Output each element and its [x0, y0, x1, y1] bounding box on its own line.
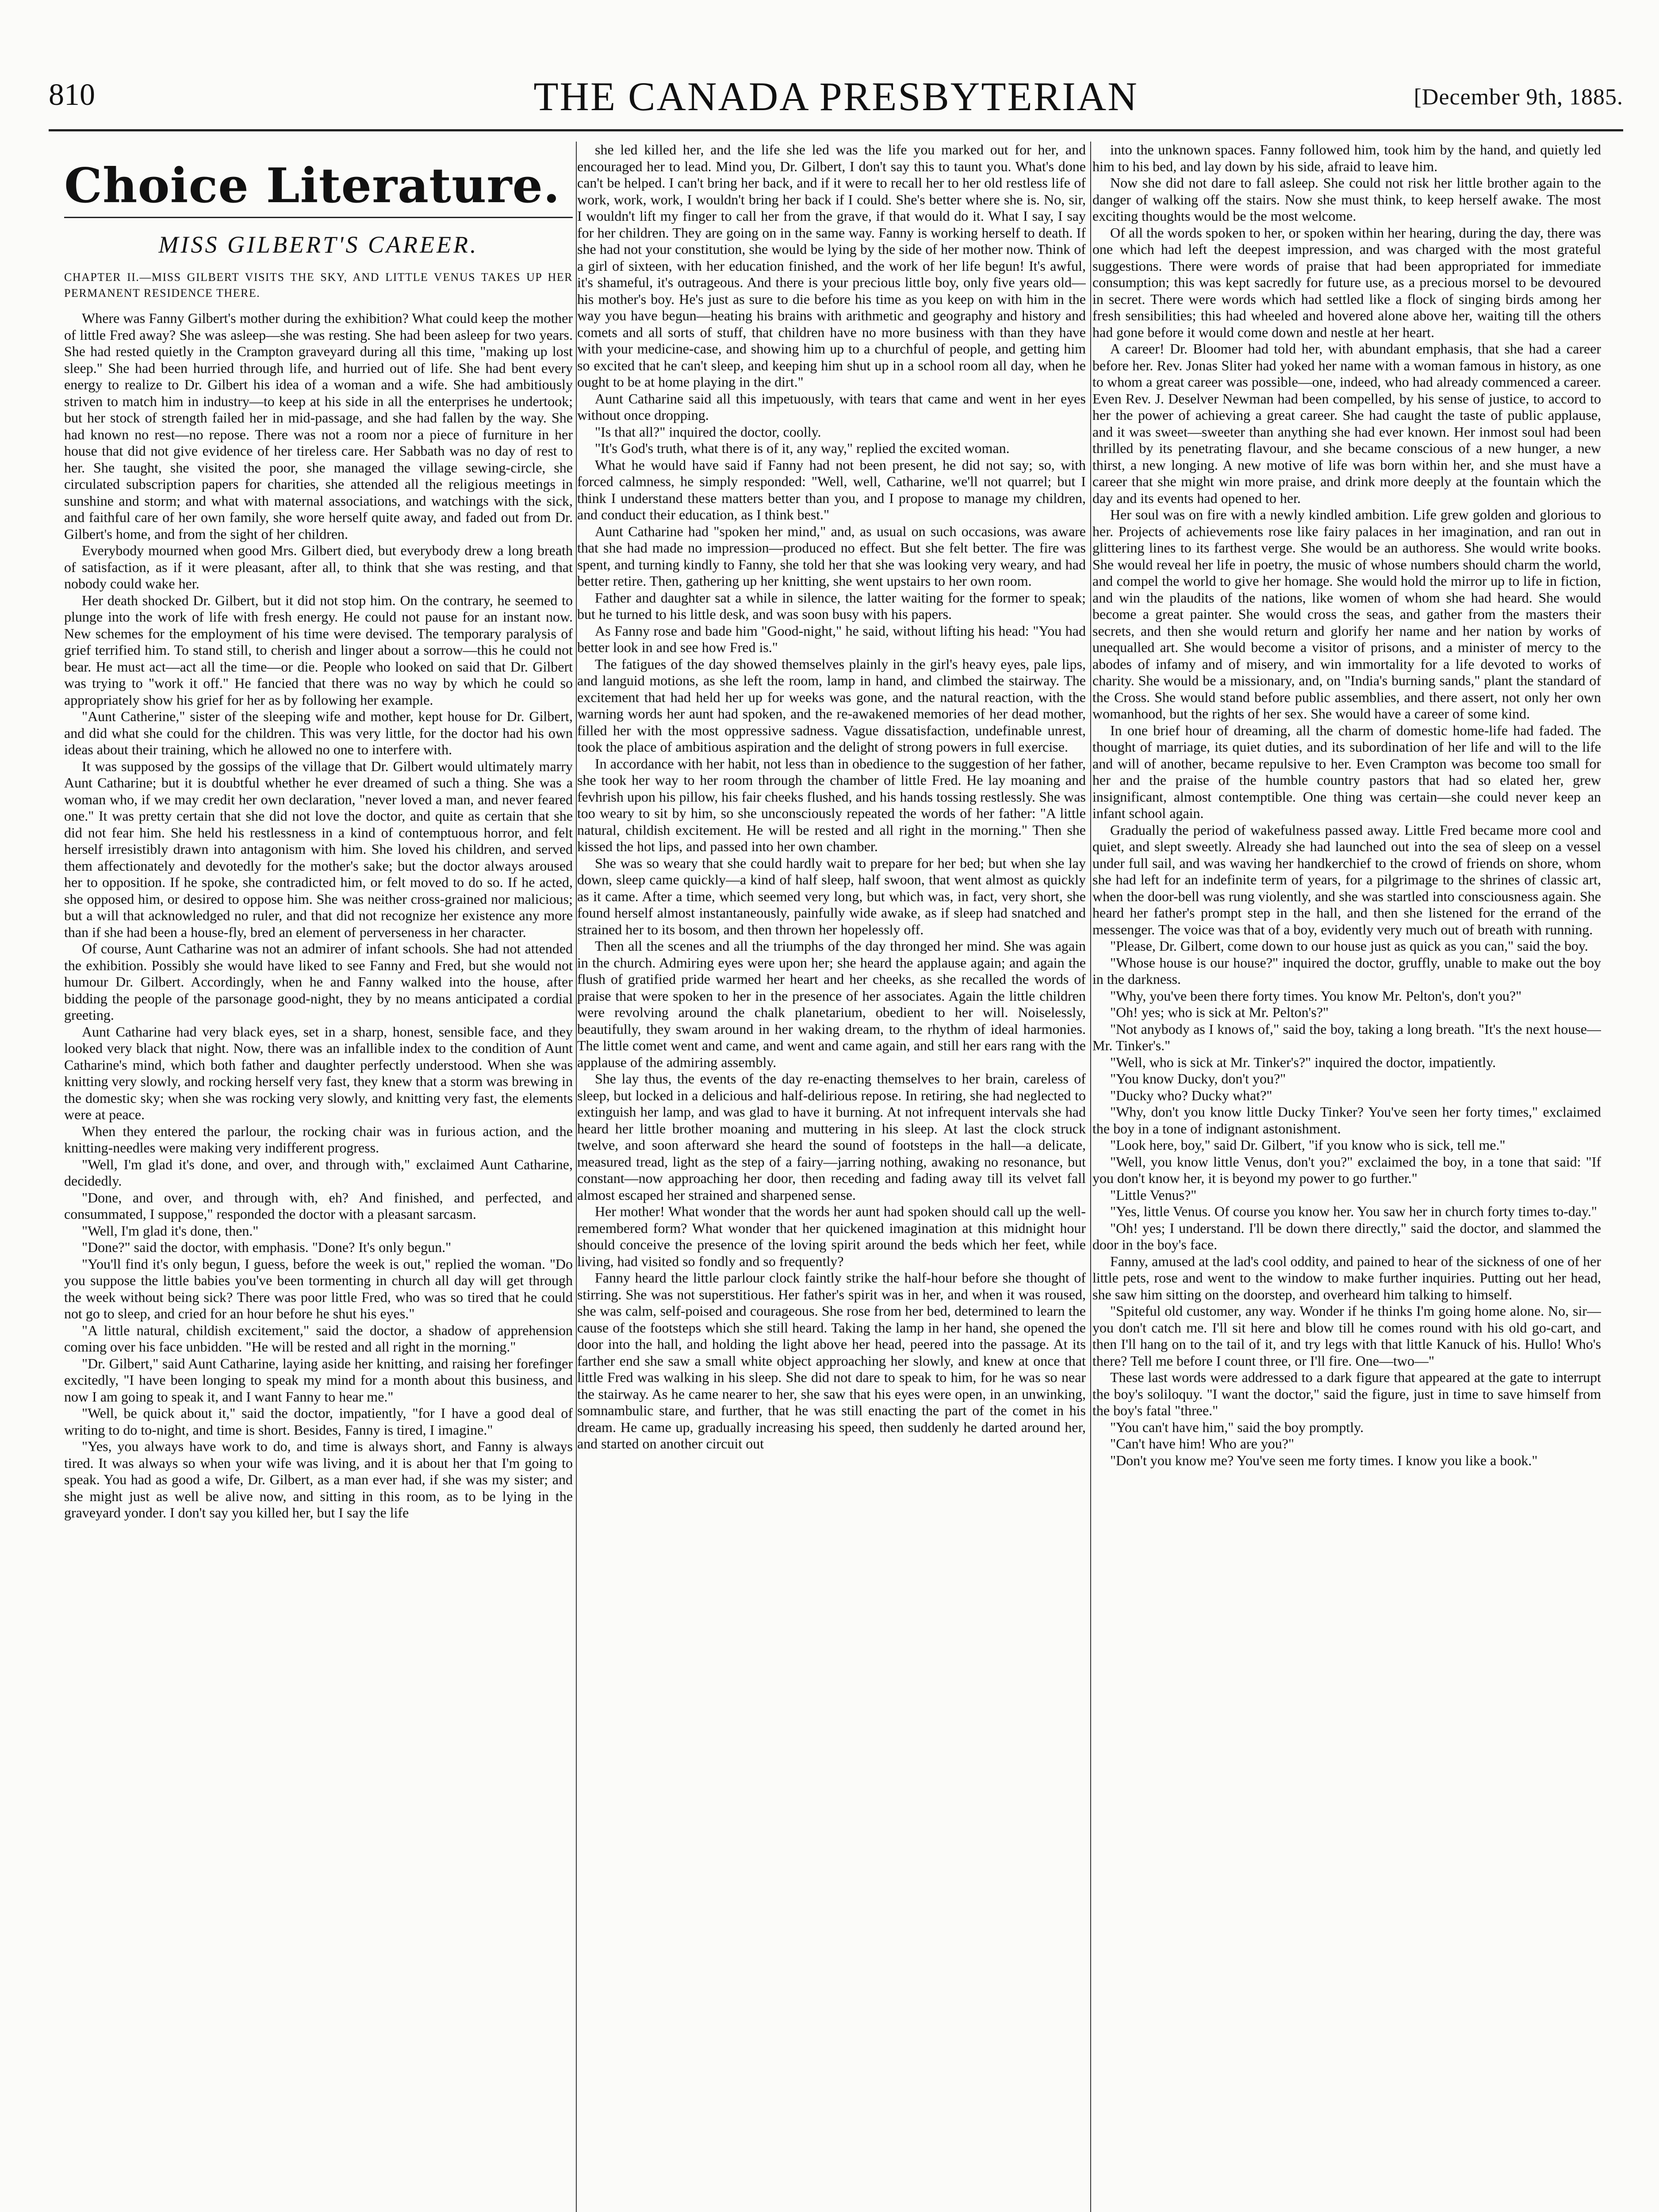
section-rule [64, 217, 573, 218]
paragraph: Aunt Catharine had very black eyes, set in a sharp, honest, sensible face, and they looked very black that night. Now, there was an infallible index to the condition of Aunt Catharine's mind, which both father and daughter perfectly understood. When she was knitting very slowly, and rocking herself very fast, they knew that a storm was brewing in the domestic sky; when she was rocking very slowly, and knitting very fast, the elements were at peace. [64, 1023, 573, 1122]
paragraph: "Well, I'm glad it's done, then." [82, 1222, 259, 1239]
paragraph: She lay thus, the events of the day re-enacting themselves to her brain, careless of sleep, but locked in a delicious and half-delirious repose. In retiring, she had neglected to extinguish her lamp, and was glad to have it burning. At not infrequent intervals she had heard her little brother moaning and muttering in his sleep. At last the clock struck twelve, and soon afterward she heard the sound of footsteps in the hall—a delicate, measured tread, light as the step of a fairy—jarring nothing, awaking no resonance, but constant—now approaching her door, then receding and fading away till its velvet fall almost escaped her strained and sharpened sense. [577, 1071, 1086, 1203]
paragraph: "Ducky who? Ducky what?" [1110, 1087, 1272, 1103]
column-3 [1092, 142, 1601, 2212]
paragraph: she led killed her, and the life she led was the life you marked out for her, and encouraged her to lead. Mind you, Dr. Gilbert, I don't say this to taunt you. What's done can't be helped. I can't bring her back, and if it were to recall her to her old restless life of work, work, work, I wouldn't bring her back if I could. She's better where she is. No, sir, I wouldn't lift my finger to call her from the grave, if that would do it. What I say, I say for her children. They are going on in the same way. Fanny is working herself to death. If she had not your constitution, she would be lying by the side of her mother now. Think of a girl of sixteen, with her education finished, and the work of her life begun! It's awful, it's shameful, it's outrageous. And there is your precious little boy, only five years old—his mother's boy. He's just as sure to die before his time as you keep on with him in the way you have begun—heating his brains with arithmetic and geography and history and comets and all sorts of stuff, that children have no more business with than they have with your medicine-case, and showing him up to a churchful of people, and getting him so excited that he can't sleep, and keeping him shut up in a school room all day, when he ought to be at home playing in the dirt." [577, 142, 1086, 390]
paragraph: Everybody mourned when good Mrs. Gilbert died, but everybody drew a long breath of satisfaction, as if it were pleasant, after all, to think that she was resting, and that nobody could wake her. [64, 542, 573, 591]
paragraph: "You'll find it's only begun, I guess, before the week is out," replied the woman. "Do you suppose the little babies you've been tormenting in church all day will get through the week without being sick? There was poor little Fred, who was so tired that he could not go to sleep, and cried for an hour before he shut his eyes." [64, 1256, 573, 1321]
paragraph: Of all the words spoken to her, or spoken within her hearing, during the day, there was one which had left the deepest impression, and was charged with the most grateful suggestions. There were words of praise that had been appropriated for immediate consumption; this was kept sacredly for future use, as a precious morsel to be devoured in secret. There were words which had settled like a flock of singing birds among her fresh sensibilities; this had wheeled and hovered alone above her, waiting till the others had gone before it would come down and nestle at her heart. [1092, 224, 1601, 340]
paragraph: In accordance with her habit, not less than in obedience to the suggestion of her father, she took her way to her room through the chamber of little Fred. He lay moaning and fevhrish upon his pillow, his fair cheeks flushed, and his hands tossing restlessly. She was too weary to sit by him, so she unconsciously repeated the words of her father: "A little natural, childish excitement. He will be rested and all right in the morning." Then she kissed the hot lips, and passed into her own chamber. [577, 755, 1086, 854]
paragraph: It was supposed by the gossips of the village that Dr. Gilbert would ultimately marry Aunt Catharine; but it is doubtful whether he ever dreamed of such a thing. She was a woman who, if we may credit her own declaration, "never loved a man, and never feared one." It was pretty certain that she did not love the doctor, and quite as certain that she did not fear him. She held his restlessness in a kind of contemptuous horror, and felt herself irresistibly drawn into antagonism with him. She loved his children, and served them affectionately and devotedly for the mother's sake; but the doctor always aroused her to opposition. If he spoke, she contradicted him, or felt moved to do so. If he acted, she opposed him, or desired to oppose him. She was neither cross-grained nor malicious; but a will that acknowledged no ruler, and that did not recognize her existence any more than if she had been a house-fly, bred an element of perverseness in her character. [64, 758, 573, 940]
paragraph: "Aunt Catherine," sister of the sleeping wife and mother, kept house for Dr. Gilbert, and did what she could for the children. This was very little, for the doctor had his own ideas about their training, which he allowed no one to interfere with. [64, 708, 573, 757]
paragraph: "It's God's truth, what there is of it, any way," replied the excited woman. [595, 440, 1010, 456]
column-2-text [577, 142, 1086, 1452]
paragraph: "Can't have him! Who are you?" [1110, 1436, 1295, 1452]
paragraph: "Dr. Gilbert," said Aunt Catharine, laying aside her knitting, and raising her forefinger excitedly, "I have been longing to speak my mind for a month about this business, and now I am going to speak it, and I want Fanny to hear me." [64, 1355, 573, 1405]
paragraph: "Well, be quick about it," said the doctor, impatiently, "for I have a good deal of writing to do to-night, and time is short. Besides, Fanny is tired, I imagine." [64, 1405, 573, 1438]
paragraph: "Yes, little Venus. Of course you know her. You saw her in church forty times to-day." [1110, 1203, 1597, 1219]
paragraph: She was so weary that she could hardly wait to prepare for her bed; but when she lay down, sleep came quickly—a kind of half sleep, half swoon, that went almost as quickly as it came. After a time, which seemed very long, but which was, in fact, very short, she found herself almost instantaneously, painfully wide awake, as if sleep had snatched and strained her to its bosom, and then thrown her hopelessly off. [577, 855, 1086, 937]
paragraph: What he would have said if Fanny had not been present, he did not say; so, with forced calmness, he simply responded: "Well, well, Catharine, we'll not quarrel; but I think I understand these matters better than you, and I propose to manage my children, and conduct their education, as I think best." [577, 457, 1086, 522]
column-1 [64, 142, 573, 2212]
paragraph: When they entered the parlour, the rocking chair was in furious action, and the knitting-needles were making very indifferent progress. [64, 1123, 573, 1156]
paragraph: "A little natural, childish excitement," said the doctor, a shadow of apprehension coming over his face unbidden. "He will be rested and all right in the morning." [64, 1322, 573, 1355]
paragraph: In one brief hour of dreaming, all the charm of domestic home-life had faded. The thought of marriage, its quiet duties, and its subordination of her life and will to the life and will of another, became repulsive to her. Even Crampton was become too small for her and the praise of the humble country pastors that had so elated her, grew insignificant, almost contemptible. One thing was certain—she could never keep an infant school again. [1092, 722, 1601, 821]
paragraph: As Fanny rose and bade him "Good-night," he said, without lifting his head: "You had better look in and see how Fred is." [577, 622, 1086, 655]
paragraph: "Don't you know me? You've seen me forty times. I know you like a book." [1110, 1452, 1538, 1468]
paragraph: Father and daughter sat a while in silence, the latter waiting for the former to speak; but he turned to his little desk, and was soon busy with his papers. [577, 589, 1086, 622]
header-rule [49, 129, 1623, 131]
paragraph: Where was Fanny Gilbert's mother during the exhibition? What could keep the mother of little Fred away? She was asleep—she was resting. She had been asleep for two years. She had rested quietly in the Crampton graveyard during all this time, "making up lost sleep." She had been hurried through life, and hurried out of life. She had bent every energy to realize to Dr. Gilbert his idea of a woman and a wife. She had ambitiously striven to match him in industry—to keep at his side in all the enterprises he undertook; but her stock of strength failed her in mid-passage, and she had fallen by the way. She had known no rest—no repose. There was not a room nor a piece of furniture in her house that did not give evidence of her tireless care. Her Sabbath was no day of rest to her. She taught, she visited the poor, she managed the village sewing-circle, she circulated subscription papers for charities, she attended all the religious meetings in sunshine and storm; and what with maternal associations, and watchings with the sick, and faithful care of her own family, she wore herself quite away, and faded out from Dr. Gilbert's home, and from the sight of her children. [64, 310, 573, 542]
paragraph: Now she did not dare to fall asleep. She could not risk her little brother again to the danger of walking off the stairs. Now she must think, to keep herself awake. The most exciting thoughts would be the most welcome. [1092, 175, 1601, 224]
paragraph: "Spiteful old customer, any way. Wonder if he thinks I'm going home alone. No, sir—you don't catch me. I'll sit here and blow till he comes round with his old go-cart, and then I'll hang on to the tail of it, and try legs with that little Kanuck of his. Hullo! Who's there? Tell me before I count three, or I'll fire. One—two—" [1092, 1303, 1601, 1369]
paragraph: "Well, you know little Venus, don't you?" exclaimed the boy, in a tone that said: "If you don't know her, it is beyond my power to go further." [1092, 1153, 1601, 1186]
paragraph: These last words were addressed to a dark figure that appeared at the gate to interrupt the boy's soliloquy. "I want the doctor," said the figure, just in time to save himself from the boy's fatal "three." [1092, 1369, 1601, 1418]
newspaper-title: THE CANADA PRESBYTERIAN [533, 74, 1138, 119]
paragraph: Then all the scenes and all the triumphs of the day thronged her mind. She was again in the church. Admiring eyes were upon her; she heard the applause again; and again the flush of gratified pride warmed her heart and her cheeks, as she recalled the words of praise that were spoken to her in the presence of her associates. Again the little children were revolving around the chalk planetarium, obedient to her will. Noiselessly, beautifully, they swam around in her waking dream, to the rhythm of ideal harmonies. The little comet went and came, and went and came again, and still her ears rang with the applause of the admiring assembly. [577, 938, 1086, 1070]
paragraph: "Oh! yes; who is sick at Mr. Pelton's?" [1110, 1004, 1329, 1020]
section-title: Choice Literature. [64, 158, 560, 214]
column-rule [576, 142, 577, 2212]
paragraph: Her mother! What wonder that the words her aunt had spoken should call up the well-remembered form? What wonder that her quickened imagination at this midnight hour should conceive the presence of the loving spirit around the beds which her feet, while living, had visited so fondly and so frequently? [577, 1203, 1086, 1269]
page-number: 810 [49, 78, 95, 112]
paragraph: "Oh! yes; I understand. I'll be down there directly," said the doctor, and slammed the door in the boy's face. [1092, 1220, 1601, 1252]
paragraph: Fanny, amused at the lad's cool oddity, and pained to hear of the sickness of one of her little pets, rose and went to the window to make further inquiries. Putting out her head, she saw him sitting on the doorstep, and overheard him talking to himself. [1092, 1253, 1601, 1302]
paragraph: Fanny heard the little parlour clock faintly strike the half-hour before she thought of stirring. She was not superstitious. Her father's spirit was in her, and when it was roused, she was calm, self-poised and courageous. She rose from her bed, determined to learn the cause of the footsteps which she still heard. Taking the lamp in her hand, she opened the door into the hall, and holding the light above her head, peered into the passage. At its farther end she saw a small white object approaching her slowly, and knew at once that little Fred was walking in his sleep. She did not dare to speak to him, for he was so near the stairway. As he came nearer to her, she saw that his eyes were open, in an unwinking, somnambulic stare, and further, that he was still enacting the part of the comet in his dream. He came up, gradually increasing his speed, then suddenly he darted around her, and started on another circuit out [577, 1270, 1086, 1452]
paragraph: "Why, don't you know little Ducky Tinker? You've seen her forty times," exclaimed the boy in a tone of indignant astonishment. [1092, 1104, 1601, 1137]
paragraph: "Is that all?" inquired the doctor, coolly. [595, 423, 821, 440]
paragraph: "Done, and over, and through with, eh? And finished, and perfected, and consummated, I suppose," responded the doctor with a pleasant sarcasm. [64, 1189, 573, 1222]
paragraph: Gradually the period of wakefulness passed away. Little Fred became more cool and quiet, and slept sweetly. Already she had launched out into the sea of sleep on a vessel under full sail, and was waving her handkerchief to the crowd of friends on shore, whom she had left for an indefinite term of years, for a pilgrimage to the shrines of classic art, when the door-bell was rung violently, and she was startled into consciousness again. She heard her father's prompt step in the hall, and then she listened for the errand of the messenger. The voice was that of a boy, evidently very much out of breath with running. [1092, 822, 1601, 937]
paragraph: The fatigues of the day showed themselves plainly in the girl's heavy eyes, pale lips, and languid motions, as she left the room, lamp in hand, and climbed the stairway. The excitement that had held her up for weeks was gone, and the natural reaction, with the warning words her aunt had spoken, and the re-awakened memories of her dead mother, filled her with the most oppressive sadness. Vague dissatisfaction, undefinable unrest, took the place of ambitious aspiration and the delight of strong powers in full exercise. [577, 656, 1086, 755]
masthead [49, 73, 1623, 122]
paragraph: "Yes, you always have work to do, and time is always short, and Fanny is always tired. It was always so when your wife was living, and it is about her that I'm going to speak. You had as good a wife, Dr. Gilbert, as a man ever had, if she was my sister; and she might just as well be alive now, and sitting in this room, as to be lying in the graveyard yonder. I don't say you killed her, but I say the life [64, 1438, 573, 1521]
column-3-text [1092, 142, 1601, 1469]
column-rule [1090, 142, 1091, 2212]
chapter-title: CHAPTER II.—MISS GILBERT VISITS THE SKY, AND LITTLE VENUS TAKES UP HER PERMANENT RESIDENCE THERE. [64, 271, 573, 300]
paragraph: "Why, you've been there forty times. You know Mr. Pelton's, don't you?" [1110, 987, 1522, 1004]
column-1-text [64, 310, 573, 1521]
paragraph: into the unknown spaces. Fanny followed him, took him by the hand, and quietly led him to his bed, and lay down by his side, afraid to leave him. [1092, 142, 1601, 174]
paragraph: "Look here, boy," said Dr. Gilbert, "if you know who is sick, tell me." [1110, 1137, 1506, 1153]
paragraph: "Little Venus?" [1110, 1187, 1197, 1203]
paragraph: "You know Ducky, don't you?" [1110, 1071, 1286, 1087]
issue-date: [December 9th, 1885. [1414, 84, 1623, 110]
paragraph: "Whose house is our house?" inquired the doctor, gruffly, unable to make out the boy in the darkness. [1092, 954, 1601, 987]
paragraph: Her soul was on fire with a newly kindled ambition. Life grew golden and glorious to her. Projects of achievements rose like fairy palaces in her imagination, and ran out in glittering lines to its farthest verge. She would be an authoress. She would write books. She would reveal her life in poetry, the music of whose numbers should charm the world, and compel the world to give her homage. She would hold the mirror up to life in fiction, and win the plaudits of the nations, like women of whom she had heard. She would become a great painter. She would cross the seas, and gather from the masters their secrets, and then she would return and glorify her name and her nation by works of unequalled art. She would become a visitor of prisons, and a minister of mercy to the abodes of infamy and of misery, and win immortality for a life devoted to works of charity. She would be a missionary, and, on "India's burning sands," plant the standard of the Cross. She would stand before public assemblies, and there assert, not only her own womanhood, but the rights of her sex. She would have a career of some kind. [1092, 507, 1601, 722]
paragraph: Aunt Catharine said all this impetuously, with tears that came and went in her eyes without once dropping. [577, 390, 1086, 423]
column-2 [577, 142, 1086, 2212]
story-title: MISS GILBERT'S CAREER. [158, 231, 479, 258]
paragraph: "You can't have him," said the boy promptly. [1110, 1419, 1364, 1435]
paragraph: Aunt Catharine had "spoken her mind," and, as usual on such occasions, was aware that she had made no impression—produced no effect. But she felt better. The fire was spent, and turning kindly to Fanny, she told her that she was looking very weary, and had better retire. Then, gathering up her knitting, she went upstairs to her own room. [577, 523, 1086, 589]
paragraph: "Not anybody as I knows of," said the boy, taking a long breath. "It's the next house—Mr. Tinker's." [1092, 1021, 1601, 1053]
paragraph: "Well, I'm glad it's done, and over, and through with," exclaimed Aunt Catharine, decidedly. [64, 1156, 573, 1189]
paragraph: Of course, Aunt Catharine was not an admirer of infant schools. She had not attended the exhibition. Possibly she would have liked to see Fanny and Fred, but she would not humour Dr. Gilbert. Accordingly, when he and Fanny walked into the house, after bidding the people of the parsonage good-night, they by no means anticipated a cordial greeting. [64, 941, 573, 1023]
paragraph: "Done?" said the doctor, with emphasis. "Done? It's only begun." [82, 1239, 452, 1255]
paragraph: A career! Dr. Bloomer had told her, with abundant emphasis, that she had a career before her. Rev. Jonas Sliter had yoked her name with a woman famous in history, as one to whom a great career was possible—one, indeed, who had already commenced a career. Even Rev. J. Deselver Newman had been compelled, by his sense of justice, to accord to her the power of achieving a great career. She had caught the taste of public applause, and it was sweet—sweeter than anything she had ever known. Her inmost soul had been thrilled by its penetrating flavour, and she became conscious of a new hunger, a new thirst, a new longing. A new motive of life was born within her, and she must have a career that she might win more praise, and drink more deeply at the fountain which the day and its events had opened to her. [1092, 341, 1601, 506]
paragraph: "Please, Dr. Gilbert, come down to our house just as quick as you can," said the boy. [1110, 938, 1588, 954]
paragraph: Her death shocked Dr. Gilbert, but it did not stop him. On the contrary, he seemed to plunge into the work of life with fresh energy. He could not pause for an instant now. New schemes for the employment of his time were devised. The temporary paralysis of grief terrified him. To stand still, to cherish and linger about a sorrow—this he could not bear. He must act—act all the time—or die. People who looked on said that Dr. Gilbert was trying to "work it off." He fancied that there was no way by which he could so appropriately show his grief for her as by following her example. [64, 592, 573, 708]
paragraph: "Well, who is sick at Mr. Tinker's?" inquired the doctor, impatiently. [1110, 1054, 1496, 1070]
